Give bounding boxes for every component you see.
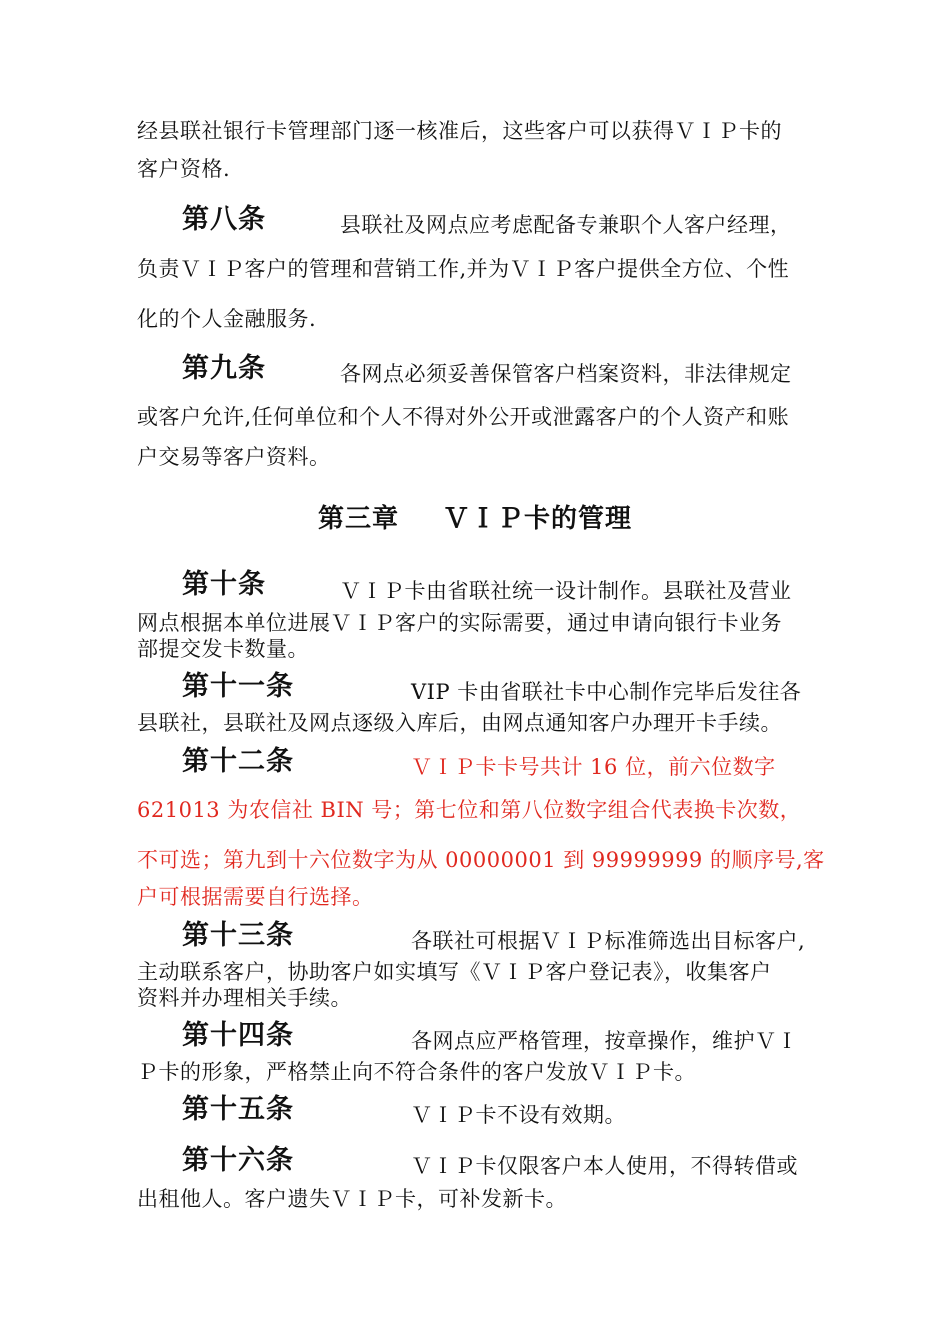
article-title: 第十三条 <box>182 920 294 951</box>
article-title: 第十二条 <box>182 746 294 777</box>
article-title: 第十条 <box>182 569 266 600</box>
article-title: 第九条 <box>182 353 266 384</box>
article-10-text: ＶＩＰ卡由省联社统一设计制作。县联社及营业 <box>340 579 792 603</box>
article-14-text: 各网点应严格管理，按章操作，维护ＶＩ <box>411 1029 798 1053</box>
article-11-heading <box>182 672 294 703</box>
article-10-heading <box>182 570 266 601</box>
article-13-heading <box>182 921 294 952</box>
article-15-heading <box>182 1095 294 1126</box>
paragraph-line: 化的个人金融服务. <box>137 307 317 331</box>
article-12-heading <box>182 747 294 778</box>
article-16-text: ＶＩＰ卡仅限客户本人使用，不得转借或 <box>411 1154 798 1178</box>
article-16-heading <box>182 1146 294 1177</box>
article-title: 第十一条 <box>182 671 294 702</box>
article-title: 第十五条 <box>182 1094 294 1125</box>
article-8-heading <box>182 205 266 236</box>
paragraph-line: 户可根据需要自行选择。 <box>137 885 374 909</box>
article-title: 第十四条 <box>182 1020 294 1051</box>
article-title: 第八条 <box>182 204 266 235</box>
paragraph-line: 出租他人。客户遗失ＶＩＰ卡，可补发新卡。 <box>137 1187 567 1211</box>
paragraph-line: 网点根据本单位进展ＶＩＰ客户的实际需要，通过申请向银行卡业务 <box>137 611 782 635</box>
paragraph-line: 负责ＶＩＰ客户的管理和营销工作,并为ＶＩＰ客户提供全方位、个性 <box>137 257 790 281</box>
paragraph-line: 客户资格. <box>137 157 231 181</box>
paragraph-line: 户交易等客户资料。 <box>137 445 331 469</box>
paragraph-line: 621013 为农信社 BIN 号；第七位和第八位数字组合代表换卡次数， <box>137 798 802 822</box>
article-9-heading <box>182 354 266 385</box>
paragraph-line: 或客户允许,任何单位和个人不得对外公开或泄露客户的个人资产和账 <box>137 405 790 429</box>
paragraph-line: 部提交发卡数量。 <box>137 637 309 661</box>
article-title: 第十六条 <box>182 1145 294 1176</box>
article-15-text: ＶＩＰ卡不设有效期。 <box>411 1103 626 1127</box>
chapter-number: 第三章 <box>317 504 399 534</box>
article-13-text: 各联社可根据ＶＩＰ标准筛选出目标客户, <box>411 929 806 953</box>
article-9-text: 各网点必须妥善保管客户档案资料，非法律规定 <box>340 362 792 386</box>
paragraph-line: Ｐ卡的形象，严格禁止向不符合条件的客户发放ＶＩＰ卡。 <box>137 1060 696 1084</box>
article-11-text: VIP 卡由省联社卡中心制作完毕后发往各 <box>411 680 802 704</box>
paragraph-line: 不可选；第九到十六位数字为从 00000001 到 99999999 的顺序号,客 <box>137 848 825 872</box>
article-8-text: 县联社及网点应考虑配备专兼职个人客户经理， <box>340 213 792 237</box>
article-14-heading <box>182 1021 294 1052</box>
article-12-text: ＶＩＰ卡卡号共计 16 位，前六位数字 <box>411 755 776 779</box>
paragraph-line: 资料并办理相关手续。 <box>137 986 352 1010</box>
paragraph-line: 县联社，县联社及网点逐级入库后，由网点通知客户办理开卡手续。 <box>137 711 782 735</box>
paragraph-line: 主动联系客户，协助客户如实填写《ＶＩＰ客户登记表》，收集客户 <box>137 960 772 984</box>
chapter-title: ＶＩＰ卡的管理 <box>443 504 633 534</box>
chapter-heading <box>0 498 950 535</box>
paragraph-line: 经县联社银行卡管理部门逐一核准后，这些客户可以获得ＶＩＰ卡的 <box>137 119 782 143</box>
